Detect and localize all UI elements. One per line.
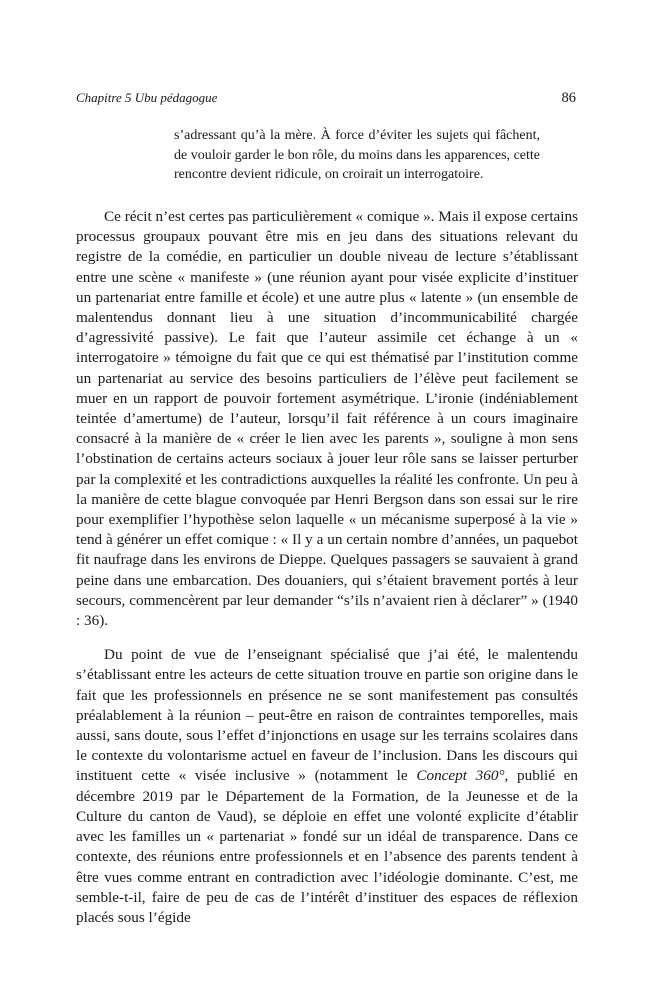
running-header <box>76 90 576 110</box>
paragraph-2-text-before: Du point de vue de l’enseignant spécialisé que j’ai été, le malentendu s’établissant entre les acteurs de cette situation trouve en partie son origine dans le fait que les professionnels en présence ne se sont manifestement pas consultés préalablement à la réunion – peut-être en raison de contraintes temporelles, mais aussi, sans doute, sous l’effet d’injonctions en usage sur les terrains scolaires dans le contexte du volontarisme actuel en faveur de l’inclusion. Dans les discours qui instituent cette « visée inclusive » (notamment le <box>76 646 578 785</box>
body-text <box>76 207 578 928</box>
paragraph-2-text-after: , publié en décembre 2019 par le Département de la Formation, de la Jeunesse et de la Culture du canton de Vaud), se déploie en effet une volonté explicite d’établir avec les familles un « partenariat » fondé sur un idéal de transparence. Dans ce contexte, des réunions entre professionnels et en l’absence des parents tendent à être vues comme entrant en contradiction avec l’idéologie dominante. C’est, me semble-t-il, faire de peu de cas de l’intérêt d’instituer des espaces de réflexion placés sous l’égide <box>76 767 579 926</box>
paragraph-2 <box>76 645 578 928</box>
paragraph-2-italic-title: Concept 360° <box>416 767 505 785</box>
paragraph-1: Ce récit n’est certes pas particulièrement « comique ». Mais il expose certains processus groupaux pouvant être mis en jeu dans des situations relevant du registre de la comédie, en particulier un double niveau de lecture s’établissant entre une scène « manifeste » (une réunion ayant pour visée explicite d’instituer un partenariat entre famille et école) et une autre plus « latente » (un ensemble de malentendus donnant lieu à une situation d’incommunicabilité chargée d’agressivité passive). Le fait que l’auteur assimile cet échange à un « interrogatoire » témoigne du fait que ce qui est thématisé par l’institution comme un partenariat au service des besoins particuliers de l’élève peut facilement se muer en un rapport de pouvoir fortement asymétrique. L’ironie (indéniablement teintée d’amertume) de l’auteur, lorsqu’il fait référence à un cours imaginaire consacré à la manière de « créer le lien avec les parents », souligne à mon sens l’obstination de certains acteurs sociaux à jouer leur rôle sans se laisser perturber par la complexité et les contradictions auxquelles la réalité les confronte. Un peu à la manière de cette blague convoquée par Henri Bergson dans son essai sur le rire pour exemplifier l’hypothèse selon laquelle « un mécanisme superposé à la vie » tend à générer un effet comique : « Il y a un certain nombre d’années, un paquebot fit naufrage dans les environs de Dieppe. Quelques passagers se sauvaient à grand peine dans une embarcation. Des douaniers, qui s’étaient bravement portés à leur secours, commencèrent par leur demander “s’ils n’avaient rien à déclarer” » (1940 : 36). <box>76 208 578 630</box>
block-quote: s’adressant qu’à la mère. À force d’éviter les sujets qui fâchent, de vouloir garder le bon rôle, du moins dans les apparences, cette rencontre devient ridicule, on croirait un interrogatoire. <box>174 128 540 182</box>
page-number: 86 <box>561 90 576 106</box>
chapter-title: Chapitre 5 Ubu pédagogue <box>76 90 218 105</box>
